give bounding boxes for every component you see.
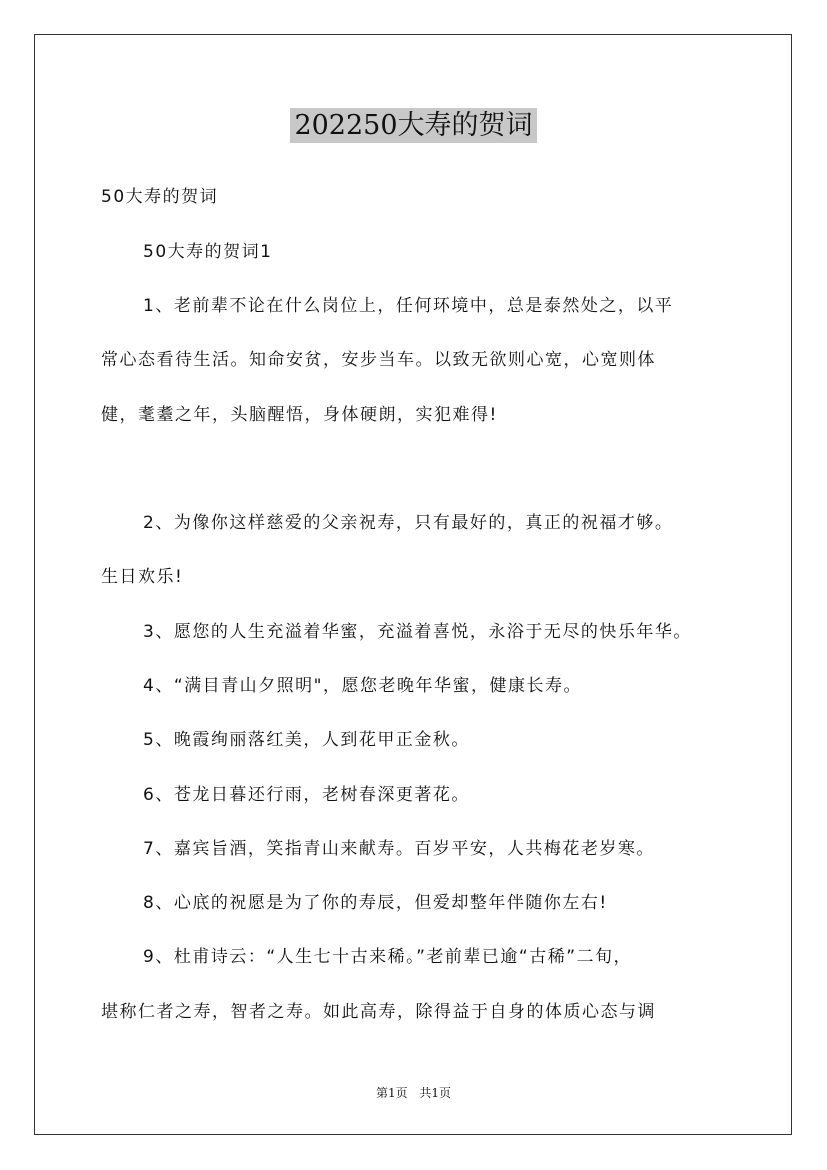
paragraph-line: 7、嘉宾旨酒，笑指青山来献寿。百岁平安，人共梅花老岁寒。: [143, 839, 655, 859]
paragraph-line: 1、老前辈不论在什么岗位上，任何环境中，总是泰然处之，以平: [143, 296, 674, 316]
paragraph-line: 9、杜甫诗云：“人生七十古来稀。”老前辈已逾“古稀”二旬，: [143, 947, 633, 967]
paragraph-line: 2、为像你这样慈爱的父亲祝寿，只有最好的，真正的祝福才够。: [143, 513, 674, 533]
paragraph-line: 4、“满目青山夕照明"，愿您老晚年华蜜，健康长寿。: [143, 676, 582, 696]
paragraph-line: 8、心底的祝愿是为了你的寿辰，但爱却整年伴随你左右!: [143, 893, 608, 913]
paragraph-line: 生日欢乐!: [101, 567, 184, 587]
page-footer: [0, 1084, 827, 1101]
page-number: 第1页: [375, 1086, 408, 1100]
document-title: 202250大寿的贺词: [290, 108, 536, 143]
section-heading: 50大寿的贺词1: [143, 242, 273, 262]
paragraph-line: 3、愿您的人生充溢着华蜜，充溢着喜悦，永浴于无尽的快乐年华。: [143, 622, 692, 642]
paragraph-line: 6、苍龙日暮还行雨，老树春深更著花。: [143, 785, 470, 805]
document-subtitle: 50大寿的贺词: [101, 187, 219, 207]
page-total: 共1页: [419, 1086, 452, 1100]
document-title-wrap: [0, 103, 827, 142]
paragraph-line: 堪称仁者之寿，智者之寿。如此高寿，除得益于自身的体质心态与调: [101, 1002, 656, 1022]
paragraph-line: 5、晚霞绚丽落红美，人到花甲正金秋。: [143, 730, 470, 750]
paragraph-line: 健，耄耋之年，头脑醒悟，身体硬朗，实犯难得!: [101, 405, 498, 425]
paragraph-line: 常心态看待生活。知命安贫，安步当车。以致无欲则心宽，心宽则体: [101, 350, 656, 370]
